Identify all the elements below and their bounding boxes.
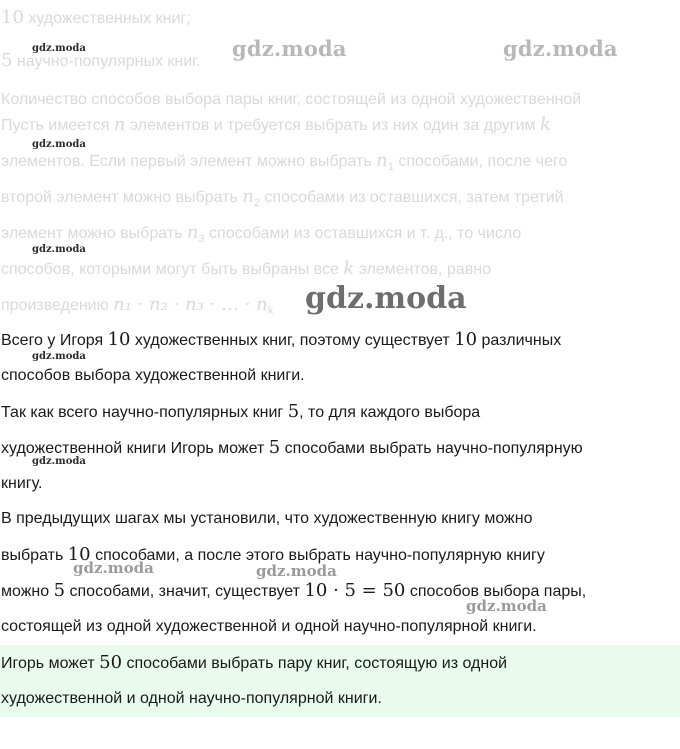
p2-line-1: [1, 402, 480, 423]
text: способами выбрать научно-популярную: [280, 440, 583, 457]
text: художественной книги Игорь может: [1, 440, 269, 457]
text: художественной и одной научно-популярной книги.: [1, 690, 382, 707]
watermark: gdz.moda: [73, 559, 154, 577]
text: способами, а после этого выбрать научно-популярную книгу: [90, 547, 545, 564]
text: , то для каждого выбора: [299, 404, 481, 421]
math-number: 5: [53, 580, 66, 601]
answer-line-1: [1, 653, 507, 674]
math-sub: 3: [198, 233, 205, 245]
text: способами выбрать пару книг, состоящую из одной: [122, 655, 508, 672]
faded-line-2: [1, 51, 201, 72]
p3-line-4: [1, 617, 537, 637]
text: способами из оставшихся и т. д., то число: [204, 225, 522, 242]
text: способами, значит, существует: [65, 583, 305, 600]
p2-line-2: [1, 438, 583, 459]
text: способов выбора пары,: [405, 583, 587, 600]
math-number: 10: [107, 329, 131, 350]
text: Так как всего научно-популярных книг: [1, 404, 288, 421]
math-var: k: [540, 114, 551, 135]
math-number: 10: [67, 544, 91, 565]
math-sub: 2: [253, 197, 260, 209]
text: элементов, равно: [354, 261, 491, 278]
watermark: gdz.moda: [32, 351, 86, 362]
math-var: n: [186, 222, 199, 243]
watermark: gdz.moda: [503, 36, 618, 61]
watermark: gdz.moda: [466, 597, 547, 615]
watermark: gdz.moda: [32, 244, 86, 255]
text: способов, которыми могут быть выбраны все: [1, 261, 344, 278]
watermark: gdz.moda: [232, 36, 347, 61]
faded-line-3: [1, 90, 581, 110]
math-sub: 1: [387, 161, 394, 173]
math-expression: n₁ · n₂ · n₃ · … · n: [113, 294, 268, 315]
faded-line-8: [1, 259, 491, 280]
text: Всего у Игоря: [1, 332, 108, 349]
math-var: n: [113, 114, 126, 135]
math-number: 5: [1, 50, 13, 71]
math-number: 5: [268, 437, 281, 458]
faded-line-5: [1, 151, 567, 177]
faded-line-6: [1, 187, 564, 213]
text: способами из оставшихся, затем третий: [259, 189, 564, 206]
watermark: gdz.moda: [32, 139, 86, 150]
answer-line-2: [1, 689, 382, 709]
text: научно-популярных книг.: [12, 53, 201, 70]
math-var: n: [242, 186, 254, 207]
faded-line-4: [1, 115, 551, 136]
text: различных: [477, 332, 562, 349]
math-sub: k: [267, 305, 274, 317]
math-var: k: [343, 258, 355, 279]
text: способами, после чего: [393, 153, 568, 170]
math-expression: 10 · 5 = 50: [304, 580, 406, 601]
p1-line-2: [1, 366, 305, 386]
watermark: gdz.moda: [256, 562, 337, 580]
faded-line-1: [1, 8, 191, 29]
text: Игорь может: [1, 655, 100, 672]
text: элемент можно выбрать: [1, 225, 187, 242]
text: произведению: [1, 297, 114, 314]
faded-line-9: [1, 295, 273, 321]
text: второй элемент можно выбрать: [1, 189, 243, 206]
math-number: 10: [1, 7, 24, 28]
watermark: gdz.moda: [32, 456, 86, 467]
text: художественных книг, поэтому существует: [130, 332, 455, 349]
text: Пусть имеется: [1, 117, 114, 134]
text: В предыдущих шагах мы установили, что художественную книгу можно: [1, 510, 533, 527]
p1-line-1: [1, 330, 561, 351]
p2-line-3: [1, 474, 42, 494]
text: художественных книг;: [23, 10, 191, 27]
text: элементов и требуется выбрать из них один за другим: [125, 117, 540, 134]
text: элементов. Если первый элемент можно выбрать: [1, 153, 377, 170]
text: способов выбора художественной книги.: [1, 367, 305, 384]
text: состоящей из одной художественной и одной научно-популярной книги.: [1, 618, 537, 635]
text: можно: [1, 583, 54, 600]
p3-line-1: [1, 509, 532, 529]
math-number: 50: [99, 652, 123, 673]
watermark: gdz.moda: [305, 281, 467, 316]
watermark: gdz.moda: [32, 43, 86, 54]
math-number: 10: [454, 329, 478, 350]
text: книгу.: [1, 475, 43, 492]
math-var: n: [376, 150, 388, 171]
text: Количество способов выбора пары книг, состоящей из одной художественной: [1, 91, 582, 108]
text: выбрать: [1, 547, 68, 564]
math-number: 5: [287, 401, 300, 422]
